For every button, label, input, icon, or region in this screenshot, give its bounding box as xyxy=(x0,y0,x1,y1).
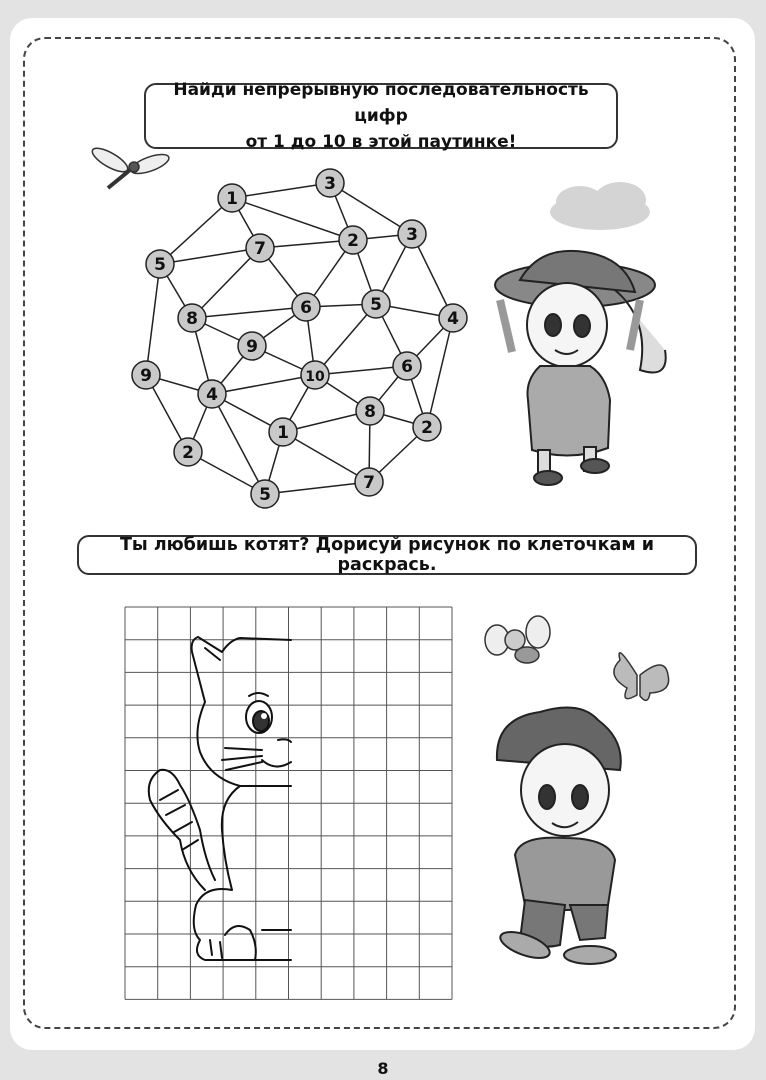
web-node-label: 1 xyxy=(277,423,289,443)
web-node-label: 5 xyxy=(154,255,166,275)
web-node-label: 1 xyxy=(226,189,238,209)
web-node-label: 6 xyxy=(401,357,413,377)
task-1-line-1: Найди непрерывную последовательность цифр xyxy=(173,80,589,126)
web-node-label: 7 xyxy=(254,239,266,259)
web-node-label: 5 xyxy=(370,295,382,315)
web-node-label: 4 xyxy=(206,385,218,405)
web-node-label: 9 xyxy=(246,337,258,357)
task-1-line-2: от 1 до 10 в этой паутинке! xyxy=(245,132,517,152)
cloud-illustration xyxy=(550,182,650,230)
web-node-label: 8 xyxy=(364,402,376,422)
web-node-label: 3 xyxy=(324,174,336,194)
task-2-text: Ты любишь котят? Дорисуй рисунок по клеточкам и раскрась. xyxy=(119,535,655,575)
web-node-label: 9 xyxy=(140,366,152,386)
butterfly-illustration xyxy=(614,653,669,701)
web-node-label: 3 xyxy=(406,225,418,245)
web-node-label: 2 xyxy=(182,443,194,463)
page-number: 8 xyxy=(377,1059,389,1078)
boy-illustration xyxy=(497,708,621,965)
web-node-label: 10 xyxy=(305,369,325,385)
web-node-label: 4 xyxy=(447,309,459,329)
cat-half-drawing xyxy=(149,637,291,960)
task-1-instruction-box xyxy=(144,80,618,152)
girl-illustration xyxy=(495,251,666,485)
web-node-label: 8 xyxy=(186,309,198,329)
task-2-instruction-box xyxy=(77,535,697,575)
drawing-grid xyxy=(125,607,452,999)
web-node-label: 6 xyxy=(300,298,312,318)
web-node-label: 2 xyxy=(347,231,359,251)
bee-illustration xyxy=(485,616,550,663)
web-node-label: 7 xyxy=(363,473,375,493)
web-node-label: 2 xyxy=(421,418,433,438)
web-node-label: 5 xyxy=(259,485,271,505)
